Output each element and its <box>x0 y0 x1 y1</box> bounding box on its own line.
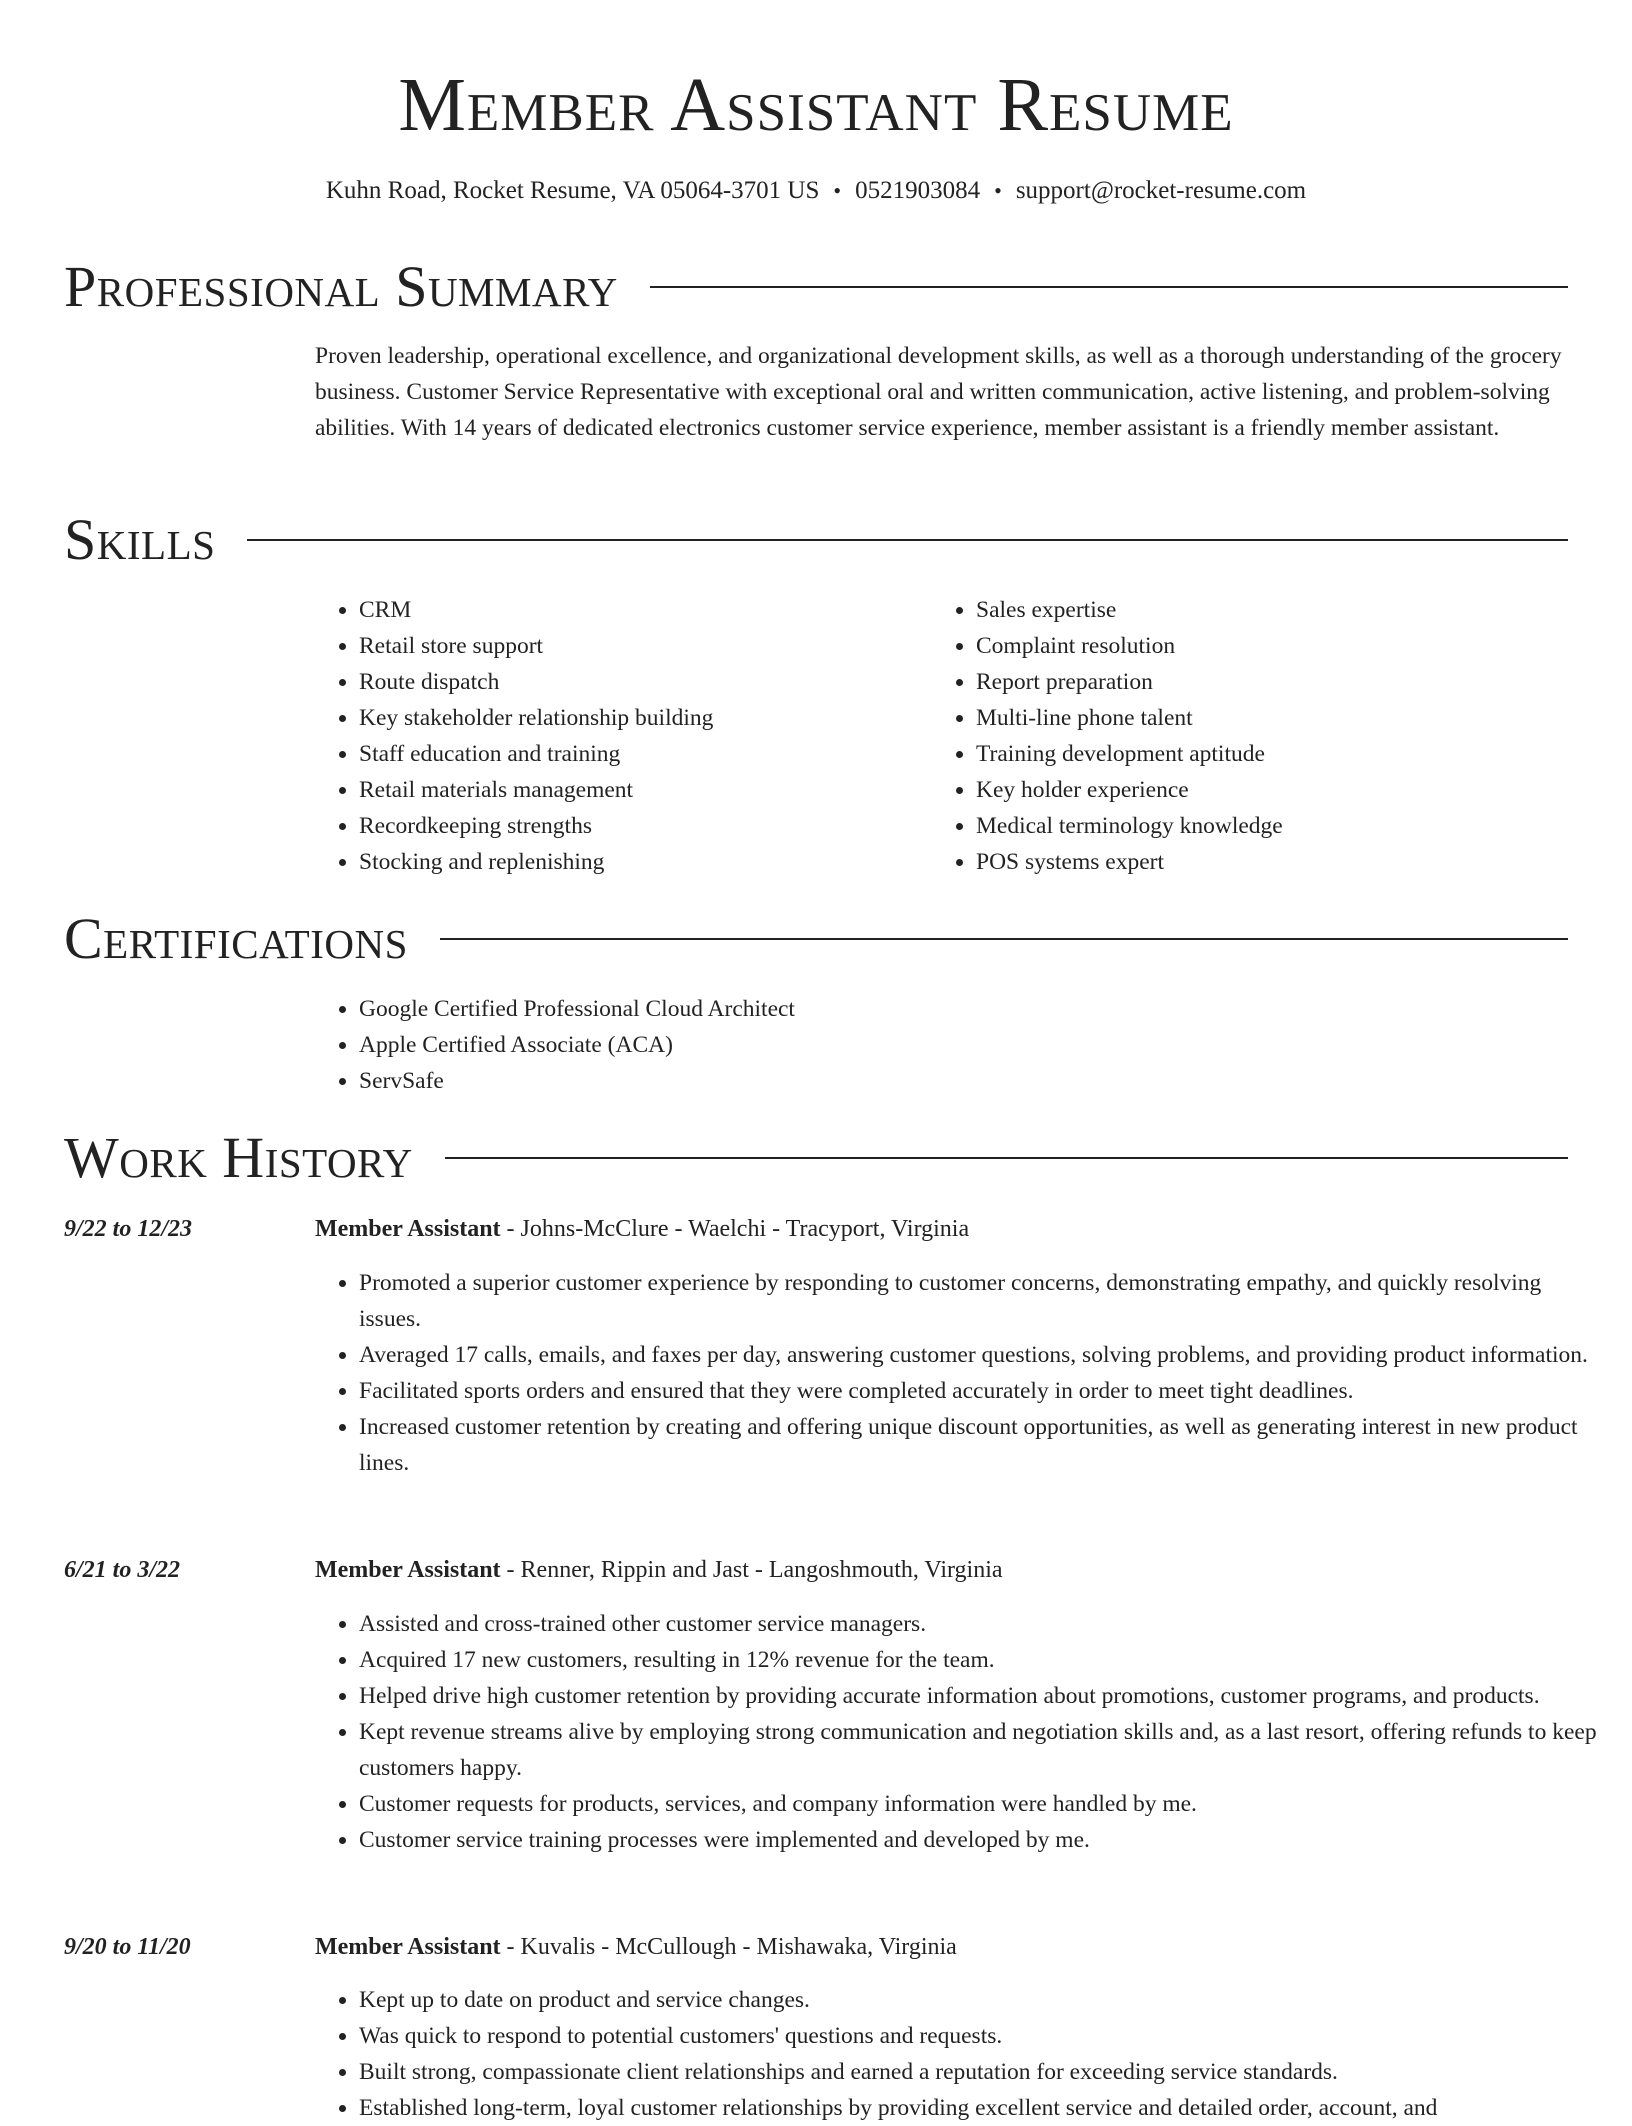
skill-item: • Key holder experience <box>976 772 1576 808</box>
skill-item: • Route dispatch <box>359 664 959 700</box>
contact-separator: • <box>833 178 842 203</box>
job-employer-location: - Kuvalis - McCullough - Mishawaka, Virginia <box>500 1934 957 1960</box>
skill-item: • Retail materials management <box>359 772 959 808</box>
section-title-skills: Skills <box>64 507 216 572</box>
skill-item: • Retail store support <box>359 628 959 664</box>
contact-address: Kuhn Road, Rocket Resume, VA 05064-3701 US <box>325 177 820 204</box>
job-title: Member Assistant <box>315 1934 501 1960</box>
certification-item: • Apple Certified Associate (ACA) <box>359 1027 1559 1063</box>
job-bullet: • Averaged 17 calls, emails, and faxes per day, answering customer questions, solving problems, and providing product information. <box>359 1337 1609 1373</box>
skills-list-right <box>932 592 1576 880</box>
section-divider <box>440 938 1568 940</box>
job-dates: 9/22 to 12/23 <box>64 1216 193 1242</box>
skill-item: • Stocking and replenishing <box>359 844 959 880</box>
skill-item: • Training development aptitude <box>976 736 1576 772</box>
skill-item: • Sales expertise <box>976 592 1576 628</box>
job-bullet: • Built strong, compassionate client relationships and earned a reputation for exceeding service standards. <box>359 2054 1609 2090</box>
skill-item: • CRM <box>359 592 959 628</box>
job-title: Member Assistant <box>315 1216 501 1242</box>
job-bullet: • Customer requests for products, services, and company information were handled by me. <box>359 1786 1609 1822</box>
section-header-certifications <box>64 904 1568 974</box>
resume-title: Member Assistant Resume <box>398 63 1234 147</box>
contact-separator: • <box>994 178 1002 203</box>
skills-list-left <box>315 592 959 880</box>
contact-email: support@rocket-resume.com <box>1015 177 1307 204</box>
job-bullet: • Was quick to respond to potential customers' questions and requests. <box>359 2018 1609 2054</box>
skill-item: • Report preparation <box>976 664 1576 700</box>
certification-item: • Google Certified Professional Cloud Architect <box>359 991 1559 1027</box>
contact-line <box>0 174 1632 208</box>
job-bullet: • Increased customer retention by creating and offering unique discount opportunities, as well as generating interest in new product lines. <box>359 1409 1609 1481</box>
section-title-certifications: Certifications <box>64 906 408 971</box>
job-bullet: • Facilitated sports orders and ensured that they were completed accurately in order to meet tight deadlines. <box>359 1373 1609 1409</box>
section-divider <box>247 539 1568 541</box>
job-bullet: • Acquired 17 new customers, resulting in 12% revenue for the team. <box>359 1642 1609 1678</box>
job-heading <box>315 1211 1565 1247</box>
job-bullet: • Customer service training processes were implemented and developed by me. <box>359 1822 1609 1858</box>
job-dates: 6/21 to 3/22 <box>64 1557 181 1583</box>
skill-item: • Complaint resolution <box>976 628 1576 664</box>
certifications-list <box>315 991 1559 1099</box>
job-heading <box>315 1929 1565 1965</box>
job-bullet: • Kept up to date on product and service changes. <box>359 1982 1609 2018</box>
skill-item: • Key stakeholder relationship building <box>359 700 959 736</box>
job-bullet: • Kept revenue streams alive by employing strong communication and negotiation skills and, as a last resort, offering refunds to keep customers happy. <box>359 1714 1609 1786</box>
section-title-summary: Professional Summary <box>64 254 618 319</box>
job-bullet-list <box>315 1982 1609 2126</box>
section-divider <box>445 1157 1568 1159</box>
job-employer-location: - Johns-McClure - Waelchi - Tracyport, Virginia <box>500 1216 970 1242</box>
job-employer-location: - Renner, Rippin and Jast - Langoshmouth, Virginia <box>500 1557 1003 1583</box>
summary-text: Proven leadership, operational excellence, and organizational development skills, as well as a thorough understanding of the grocery business. Customer Service Representative with exceptional oral and written communication, active listening, and problem-solving abilities. With 14 years of dedicated electronics customer service experience, member assistant is a friendly member assistant. <box>315 343 1562 441</box>
skill-item: • POS systems expert <box>976 844 1576 880</box>
skill-item: • Multi-line phone talent <box>976 700 1576 736</box>
job-heading <box>315 1552 1565 1588</box>
job-bullet: • Assisted and cross-trained other customer service managers. <box>359 1606 1609 1642</box>
job-dates: 9/20 to 11/20 <box>64 1934 191 1960</box>
section-divider <box>650 286 1568 288</box>
section-header-summary <box>64 252 1568 322</box>
section-header-work-history <box>64 1123 1568 1193</box>
job-bullet: • Promoted a superior customer experience by responding to customer concerns, demonstrating empathy, and quickly resolving issues. <box>359 1265 1609 1337</box>
skill-item: • Staff education and training <box>359 736 959 772</box>
contact-phone: 0521903084 <box>855 177 981 204</box>
job-bullet-list <box>315 1265 1609 1481</box>
job-bullet: • Established long-term, loyal customer relationships by providing excellent service and detailed order, account, and <box>359 2090 1609 2126</box>
section-title-work-history: Work History <box>64 1125 413 1190</box>
job-bullet: • Helped drive high customer retention by providing accurate information about promotions, customer programs, and products. <box>359 1678 1609 1714</box>
job-title: Member Assistant <box>315 1557 501 1583</box>
job-bullet-list <box>315 1606 1609 1858</box>
section-header-skills <box>64 505 1568 575</box>
skill-item: • Recordkeeping strengths <box>359 808 959 844</box>
certification-item: • ServSafe <box>359 1063 1559 1099</box>
skill-item: • Medical terminology knowledge <box>976 808 1576 844</box>
